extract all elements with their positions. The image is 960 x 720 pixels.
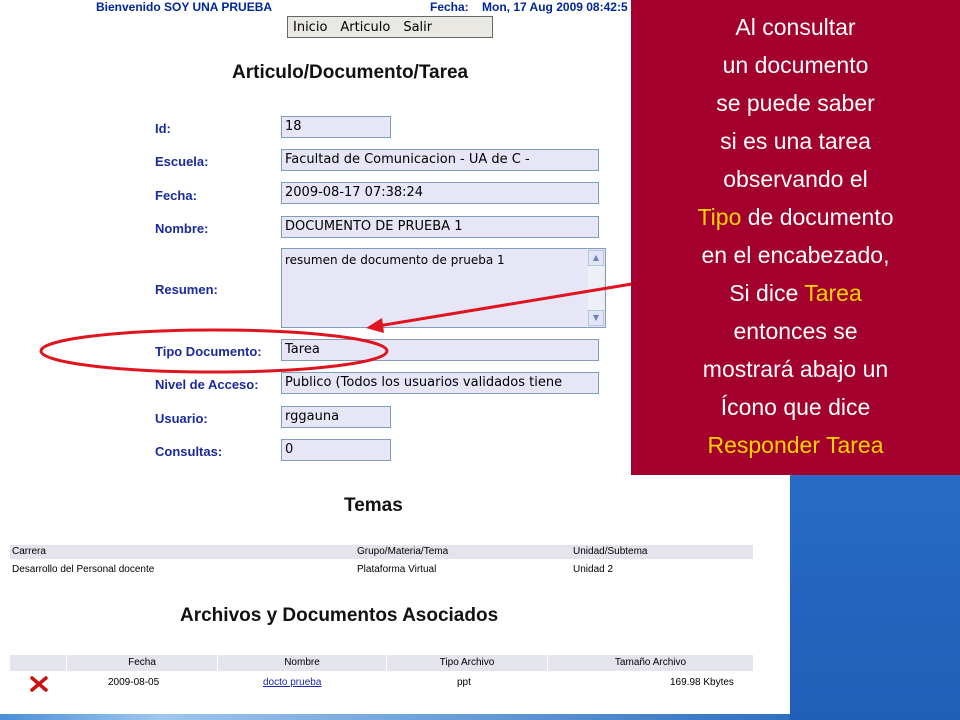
callout-tarea-highlight: Tarea	[804, 280, 862, 306]
callout-line-6	[631, 204, 960, 231]
archivos-title: Archivos y Documentos Asociados	[180, 605, 499, 626]
highlight-ellipse	[41, 330, 387, 372]
scroll-up-icon[interactable]: ▲	[588, 250, 604, 266]
arrow-head-icon	[366, 318, 384, 333]
nombre-field[interactable]: DOCUMENTO DE PRUEBA 1	[281, 216, 599, 238]
annotation-arrow-line	[378, 278, 668, 326]
fecha-field[interactable]: 2009-08-17 07:38:24	[281, 182, 599, 204]
tipo-documento-label: Tipo Documento:	[155, 344, 262, 359]
tipo-documento-field[interactable]: Tarea	[281, 339, 599, 361]
date-value: Mon, 17 Aug 2009 08:42:5	[482, 0, 628, 14]
nombre-label: Nombre:	[155, 221, 209, 236]
resumen-text: resumen de documento de prueba 1	[285, 253, 505, 267]
scroll-down-icon[interactable]: ▼	[588, 310, 604, 326]
date-label: Fecha:	[430, 0, 469, 14]
nivel-acceso-label: Nivel de Acceso:	[155, 377, 259, 392]
temas-col-carrera: Carrera	[12, 546, 46, 557]
callout-line-1: Al consultar	[735, 14, 856, 40]
welcome-text: Bienvenido SOY UNA PRUEBA	[96, 0, 273, 14]
temas-cell-grupo: Plataforma Virtual	[357, 564, 437, 575]
callout-line-4: si es una tarea	[720, 128, 871, 154]
menu-inicio[interactable]: Inicio	[293, 19, 328, 35]
consultas-field[interactable]: 0	[281, 439, 391, 461]
temas-title: Temas	[344, 495, 403, 516]
escuela-label: Escuela:	[155, 154, 209, 169]
escuela-field[interactable]: Facultad de Comunicacion - UA de C -	[281, 149, 599, 171]
archivos-col-fecha: Fecha	[67, 655, 218, 671]
temas-cell-carrera: Desarrollo del Personal docente	[12, 564, 155, 575]
callout-line-7: en el encabezado,	[701, 242, 890, 268]
fecha-label: Fecha:	[155, 188, 197, 203]
menu-salir[interactable]: Salir	[403, 19, 433, 35]
archivos-col-tamano: Tamaño Archivo	[548, 655, 754, 671]
archivos-col-nombre: Nombre	[218, 655, 387, 671]
archivo-tamano: 169.98 Kbytes	[670, 677, 734, 688]
callout-line-5: observando el	[723, 166, 868, 192]
temas-cell-unidad: Unidad 2	[573, 564, 614, 575]
temas-col-grupo: Grupo/Materia/Tema	[357, 546, 449, 557]
callout-box	[631, 0, 960, 475]
menu-articulo[interactable]: Articulo	[340, 19, 391, 35]
archivo-nombre-link[interactable]: docto prueba	[263, 677, 322, 688]
usuario-field[interactable]: rggauna	[281, 406, 391, 428]
nivel-acceso-field[interactable]: Publico (Todos los usuarios validados tiene	[281, 372, 599, 394]
archivo-tipo: ppt	[457, 677, 471, 688]
callout-line-11: Ícono que dice	[720, 394, 871, 420]
temas-col-unidad: Unidad/Subtema	[573, 546, 648, 557]
callout-line-10: mostrará abajo un	[702, 356, 889, 382]
callout-line-8	[631, 280, 960, 307]
callout-responder-highlight: Responder Tarea	[707, 432, 884, 458]
consultas-label: Consultas:	[155, 444, 223, 459]
callout-line-9: entonces se	[733, 318, 858, 344]
usuario-label: Usuario:	[155, 411, 208, 426]
archivo-fecha: 2009-08-05	[108, 677, 160, 688]
id-label: Id:	[155, 121, 171, 136]
callout-line-3: se puede saber	[716, 90, 875, 116]
archivos-col-tipo: Tipo Archivo	[387, 655, 548, 671]
callout-line-8-start: Si dice	[729, 280, 805, 306]
page-title: Articulo/Documento/Tarea	[232, 62, 469, 83]
callout-line-6-rest: de documento	[741, 204, 894, 230]
callout-line-2: un documento	[722, 52, 869, 78]
resumen-label: Resumen:	[155, 282, 218, 297]
callout-tipo-highlight: Tipo	[697, 204, 742, 230]
id-field[interactable]: 18	[281, 116, 391, 138]
